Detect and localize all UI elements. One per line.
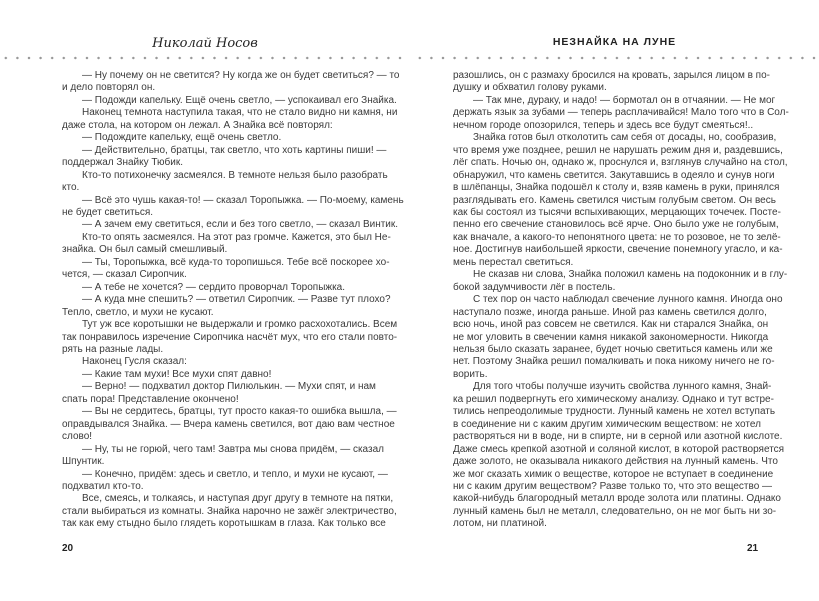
dotted-divider (0, 56, 410, 60)
text-line: — Так мне, дураку, и надо! — бормотал он в отчаянии. — Не мог (473, 94, 776, 106)
text-line: слово! (62, 431, 93, 443)
text-line: так как ему стыдно было глядеть коротышкам в глаза. Как только все (62, 518, 386, 530)
dotted-divider (414, 56, 819, 60)
text-line: знайка. Он был самый смешливый. (62, 244, 228, 256)
running-header-title: НЕЗНАЙКА НА ЛУНЕ (552, 36, 677, 48)
text-line: стали выбираться из комнаты. Знайка нарочно не зажёг электричество, (62, 505, 397, 517)
text-line: держать язык за зубами — теперь расплачивайся! Мало того что в Сол- (453, 107, 789, 119)
running-header-author: Николай Носов (152, 36, 258, 51)
text-line: даже стола, на котором он лежал. А Знайка всё повторял: (62, 119, 333, 131)
text-line: — А зачем ему светиться, если и без того светло, — сказал Винтик. (82, 219, 399, 231)
text-line: С тех пор он часто наблюдал свечение лунного камня. Иногда оно (473, 294, 783, 306)
text-line: — А тебе не хочется? — сердито проворчал Торопыжка. (82, 281, 346, 293)
text-line: Не сказав ни слова, Знайка положил камень на подоконник и в глу- (473, 269, 788, 281)
text-line: — Верно! — подхватил доктор Пилюлькин. — Мухи спят, и нам (82, 381, 376, 393)
text-line: как вначале, а какого-то непонятного цвета: не то розовое, не то зелё- (453, 231, 781, 243)
page-number: 20 (62, 543, 74, 554)
text-line: лунный камень был не металл, следовательно, он не мог быть ни зо- (453, 505, 777, 517)
page-number: 21 (747, 543, 759, 554)
text-line: что время уже позднее, решил не нарушать режим дня и, раздевшись, (453, 144, 783, 156)
text-line: поддержал Знайку Тюбик. (62, 157, 184, 169)
text-line: — Всё это чушь какая-то! — сказал Торопыжка. — По-моему, камень (82, 194, 404, 206)
text-line: кто. (62, 182, 80, 194)
text-line: Знайка готов был отколотить сам себя от досады, но, сообразив, (473, 132, 777, 144)
text-line: бокой задумчивости лёг в постель. (453, 281, 616, 293)
text-line: — Ты, Торопыжка, всё куда-то торопишься. Тебе всё поскорее хо- (82, 256, 390, 268)
text-line: душку и обхватил голову руками. (453, 82, 607, 94)
text-line: рять на разные лады. (62, 343, 164, 355)
text-line: ка решил подвергнуть его химическому анализу. Однако и тут встре- (453, 393, 774, 405)
text-line: нечном городе опозорился, теперь и здесь все будут смеяться!.. (453, 119, 754, 131)
text-line: даже золото, не оказывала никакого действия на лунный камень. Что (453, 456, 778, 468)
text-line: — Действительно, братцы, так светло, что хоть картины пиши! — (82, 144, 387, 156)
text-line: Шпунтик. (62, 456, 105, 468)
page-text (62, 70, 404, 531)
text-line: — Подождите капельку, ещё очень светло. (82, 132, 282, 144)
text-line: не будет светиться. (62, 206, 154, 218)
page-text (453, 70, 789, 531)
text-line: лёг спать. Ночью он, однако ж, проснулся и, взглянув случайно на стол, (453, 157, 788, 169)
text-line: оправдывался Знайка. — Вчера камень светился, вот даю вам честное (62, 418, 395, 430)
text-line: нет. Поэтому Знайка решил помалкивать и пока никому ничего не го- (453, 356, 775, 368)
text-line: растворяться ни в воде, ни в спирте, ни в серной или азотной кислоте. (453, 431, 783, 443)
text-line: — А куда мне спешить? — ответил Сиропчик. — Разве тут плохо? (82, 294, 391, 306)
text-line: — Ну почему он не светится? Ну когда же он будет светиться? — то (82, 70, 400, 81)
text-line: всю ночь, иной раз совсем не светился. Как ни старался Знайка, он (453, 319, 769, 331)
text-line: разглядывать его. Камень светился чистым голубым светом. Он весь (453, 194, 776, 206)
text-line: — Конечно, придём: здесь и светло, и тепло, и мухи не кусают, — (82, 468, 388, 480)
text-line: же мог сказать химик о веществе, которое не вступает в соединение (453, 468, 774, 480)
text-line: Тут уж все коротышки не выдержали и громко расхохотались. Всем (82, 319, 398, 331)
text-line: в шлёпанцы, Знайка подошёл к столу и, взяв камень в руки, принялся (453, 182, 780, 194)
text-line: обнаружил, что камень светится. Закутавшись в одеяло и сунув ноги (453, 169, 775, 181)
text-line: пенно его свечение становилось всё ярче. Оно было уже не голубым, (453, 219, 779, 231)
text-line: Наконец темнота наступила такая, что не стало видно ни камня, ни (82, 107, 398, 119)
text-line: тились непреодолимые трудности. Лунный камень не хотел вступать (453, 406, 776, 418)
text-line: Наконец Гусля сказал: (82, 356, 187, 368)
text-line: наступало позже, иногда раньше. Иной раз камень светился долго, (453, 306, 767, 318)
text-line: так понравилось изречение Сиропчика насчёт мух, что его стали повто- (62, 331, 398, 343)
text-line: Тепло, светло, и мухи не кусают. (62, 306, 214, 318)
text-line: подхватил кто-то. (62, 480, 144, 492)
text-line: как бы состоял из тысячи вспыхивающих, мерцающих точечек. Посте- (453, 206, 781, 218)
text-line: — Какие там мухи! Все мухи спят давно! (82, 368, 272, 380)
text-line: — Вы не сердитесь, братцы, тут просто какая-то ошибка вышла, — (82, 406, 397, 418)
text-line: Даже смесь крепкой азотной и соляной кислот, в которой растворяется (453, 443, 785, 455)
text-line: чется, — сказал Сиропчик. (62, 269, 187, 281)
text-line: Для того чтобы получше изучить свойства лунного камня, Знай- (473, 381, 772, 393)
text-line: лотом, ни платиной. (453, 518, 547, 530)
text-line: ворить. (453, 368, 488, 380)
text-line: Кто-то потихонечку засмеялся. В темноте нельзя было разобрать (82, 169, 388, 181)
text-line: ни с каким другим веществом? Разве только то, что это вещество — (453, 480, 773, 492)
right-page (410, 0, 819, 601)
text-line: спать пора! Представление окончено! (62, 393, 239, 405)
text-line: — Подожди капельку. Ещё очень светло, — успокаивал его Знайка. (82, 94, 397, 106)
text-line: разошлись, он с размаху бросился на кровать, зарылся лицом в по- (453, 70, 770, 81)
text-line: какой-нибудь благородный металл вроде золота или платины. Однако (453, 493, 781, 505)
text-line: не мог уловить в свечении камня никакой закономерности. Никогда (453, 331, 769, 343)
text-line: и дело повторял он. (62, 82, 156, 94)
text-line: Все, смеясь, и толкаясь, и наступая друг другу в темноте на пятки, (82, 493, 394, 505)
text-line: мень перестал светиться. (453, 256, 574, 268)
text-line: — Ну, ты не горюй, чего там! Завтра мы снова придём, — сказал (82, 443, 384, 455)
text-line: в соединение ни с каким другим химическим веществом: не хотел (453, 418, 761, 430)
text-line: ное. Достигнув наибольшей яркости, свечение понемногу угасло, и ка- (453, 244, 783, 256)
text-line: нельзя было сказать заранее, будет ночью светиться камень или же (453, 343, 773, 355)
text-line: Кто-то опять засмеялся. На этот раз громче. Кажется, это был Не- (82, 231, 391, 243)
